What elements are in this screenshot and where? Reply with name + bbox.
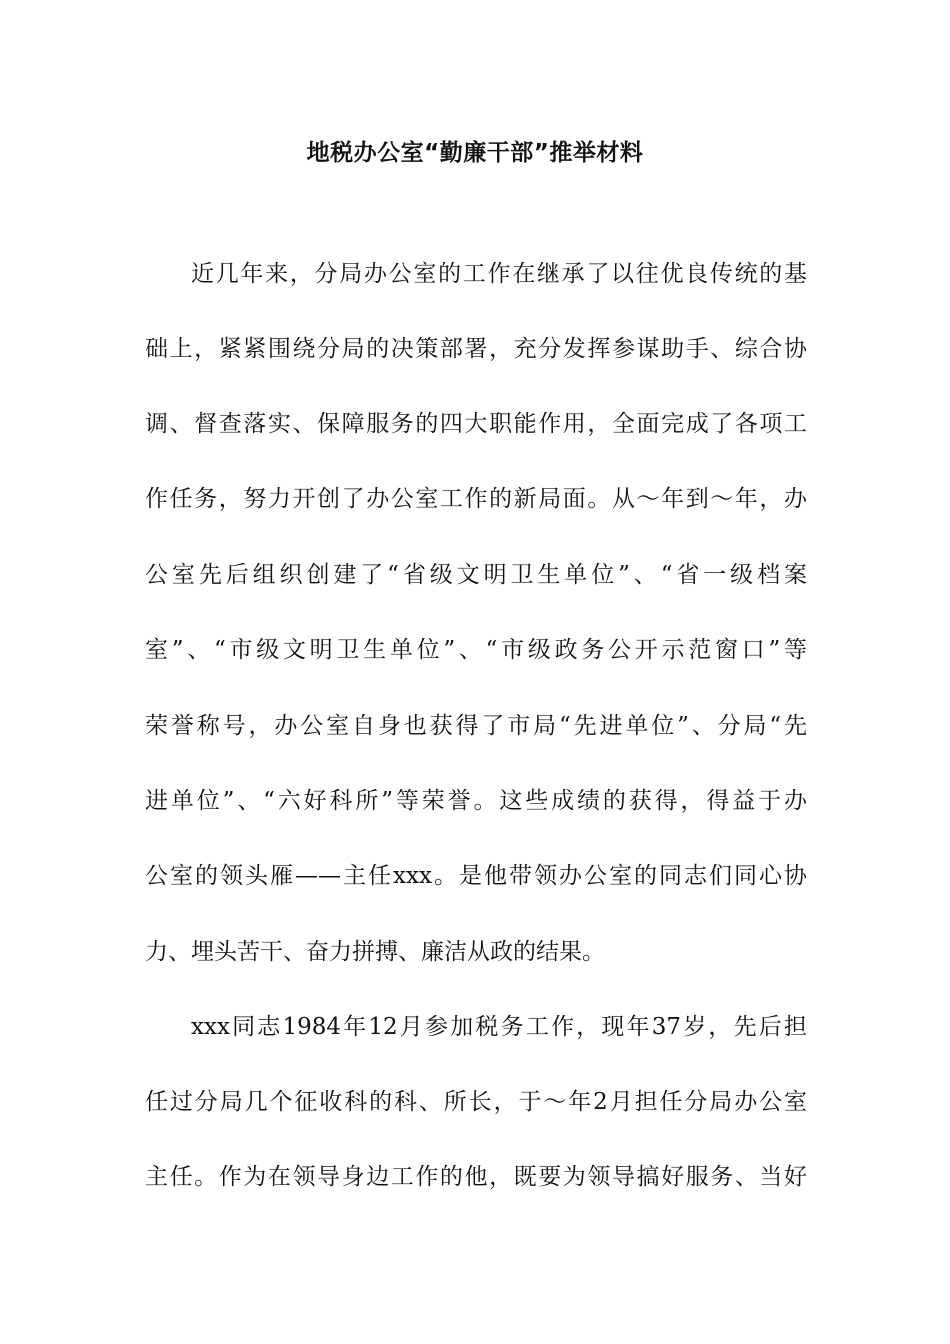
paragraph-1-line-1: 近几年来，分局办公室的工作在继承了以往优良传统的基 [191,261,807,287]
paragraph-1-line-5: 公室先后组织创建了“省级文明卫生单位”、“省一级档案 [145,562,807,588]
paragraph-1-line-3: 调、督查落实、保障服务的四大职能作用，全面完成了各项工 [145,411,807,437]
paragraph-1-line-10: 力、埋头苦干、奋力拼搏、廉洁从政的结果。 [145,939,605,965]
paragraph-1-line-2: 础上，紧紧围绕分局的决策部署，充分发挥参谋助手、综合协 [145,336,807,362]
paragraph-1-line-4: 作任务，努力开创了办公室工作的新局面。从～年到～年，办 [145,486,807,512]
paragraph-1-line-7: 荣誉称号，办公室自身也获得了市局“先进单位”、分局“先 [145,713,807,739]
paragraph-1-line-6: 室”、“市级文明卫生单位”、“市级政务公开示范窗口”等 [145,637,807,663]
paragraph-2-line-2: 任过分局几个征收科的科、所长，于～年2月担任分局办公室 [145,1089,807,1115]
document-title: 地税办公室“勤廉干部”推举材料 [306,140,644,166]
paragraph-1-line-8: 进单位”、“六好科所”等荣誉。这些成绩的获得，得益于办 [145,788,807,814]
paragraph-2-line-1: xxx同志1984年12月参加税务工作，现年37岁，先后担 [191,1014,807,1040]
paragraph-1-line-9: 公室的领头雁——主任xxx。是他带领办公室的同志们同心协 [145,863,807,889]
paragraph-2-line-3: 主任。作为在领导身边工作的他，既要为领导搞好服务、当好 [145,1164,807,1190]
